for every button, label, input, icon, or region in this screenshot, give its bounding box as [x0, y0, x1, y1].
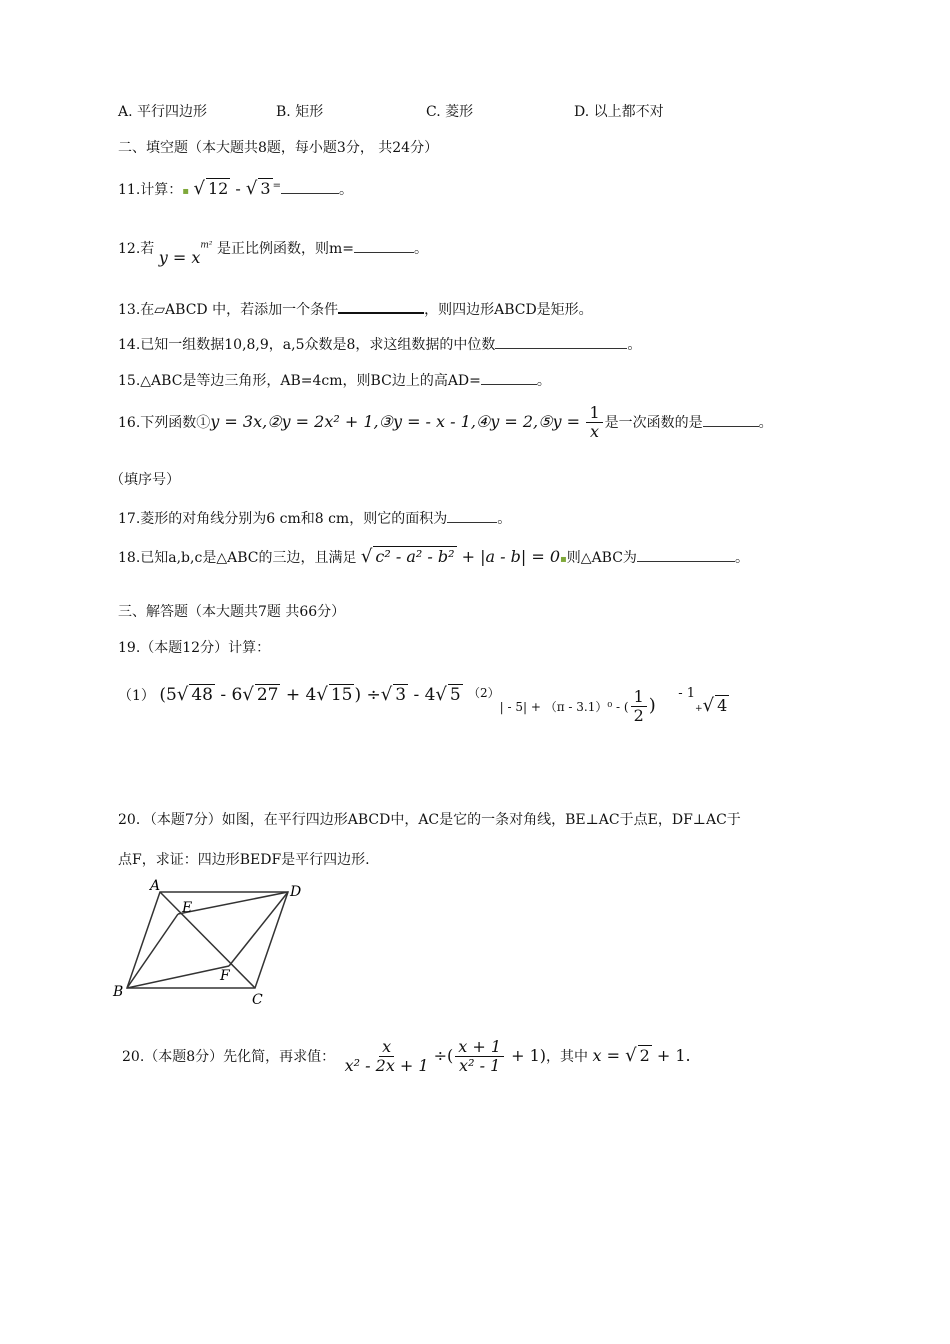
label-c: C: [252, 992, 263, 1008]
question-20b: 20.（本题8分）先化简，再求值： $\frac{x}{\text{x² - 2x + 1}}$ ÷( $\frac{x + 1}{\text{x² - 1}}$ + 1)，其中 x = √ 2 + 1.: [122, 1037, 691, 1076]
fraction-1-over-x: $\frac{1}{x}$: [586, 404, 602, 442]
question-19-part-2: （2）| - 5| + （π - 3.1）⁰ - ( $\frac{1}{2}$ ) - $1_+√$ 4: [468, 685, 728, 726]
label-f: F: [220, 968, 230, 984]
blank-12: [354, 238, 414, 253]
question-18: 18.已知a,b,c是△ABC的三边，且满足 √ c² - a² - b² + |a - b| = 0▪则△ABC为 。: [118, 546, 749, 567]
question-20a-line-1: 20．（本题7分）如图，在平行四边形ABCD中，AC是它的一条对角线，BE⊥AC于点E，DF⊥AC于: [118, 812, 741, 828]
question-19-title: 19.（本题12分）计算：: [118, 640, 271, 656]
blank-16: [703, 412, 759, 427]
blank-18: [637, 547, 735, 562]
section-3-heading: 三、解答题（本大题共7题 共66分）: [118, 604, 346, 620]
option-d: D. 以上都不对: [574, 104, 664, 120]
question-14: 14.已知一组数据10,8,9，a,5众数是8，求这组数据的中位数 。: [118, 334, 641, 354]
question-16: 16.下列函数①y = 3x,②y = 2x² + 1,③y = - x - 1,④y = 2,⑤y = $\frac{1}{x}$ 是一次函数的是 。: [118, 403, 773, 442]
parallelogram-figure: [110, 878, 310, 1008]
blank-14: [495, 334, 627, 349]
question-19-part-1: （1） (5√ 48 - 6√ 27 + 4√ 15 ) ÷√ 3 - 4√ 5: [118, 684, 461, 705]
blank-13: [338, 298, 424, 314]
option-b: B. 矩形: [276, 104, 324, 120]
option-c: C. 菱形: [426, 104, 474, 120]
blank-11: [281, 179, 339, 194]
label-b: B: [113, 984, 124, 1000]
section-2-heading: 二、填空题（本大题共8题，每小题3分， 共24分）: [118, 140, 439, 156]
options-row: [118, 104, 664, 121]
question-20a-line-2: 点F，求证：四边形BEDF是平行四边形.: [118, 852, 370, 868]
label-e: E: [182, 900, 193, 916]
question-13: 13.在▱ABCD 中，若添加一个条件 ，则四边形ABCD是矩形。: [118, 298, 593, 319]
question-16-note: （填序号）: [110, 472, 180, 488]
question-17: 17.菱形的对角线分别为6 cm和8 cm，则它的面积为 。: [118, 508, 511, 528]
option-a: A. 平行四边形: [118, 104, 208, 120]
question-15: 15.△ABC是等边三角形，AB=4cm，则BC边上的高AD= 。: [118, 370, 551, 390]
blank-17: [447, 508, 497, 523]
label-d: D: [290, 884, 302, 900]
label-a: A: [150, 878, 161, 894]
question-11: 11.计算：▪ √ 12 - √ 3 = 。: [118, 178, 353, 199]
question-12: 12.若 $y = x^{m^2}$ 是正比例函数，则m= 。: [118, 238, 428, 258]
blank-15: [481, 370, 537, 385]
